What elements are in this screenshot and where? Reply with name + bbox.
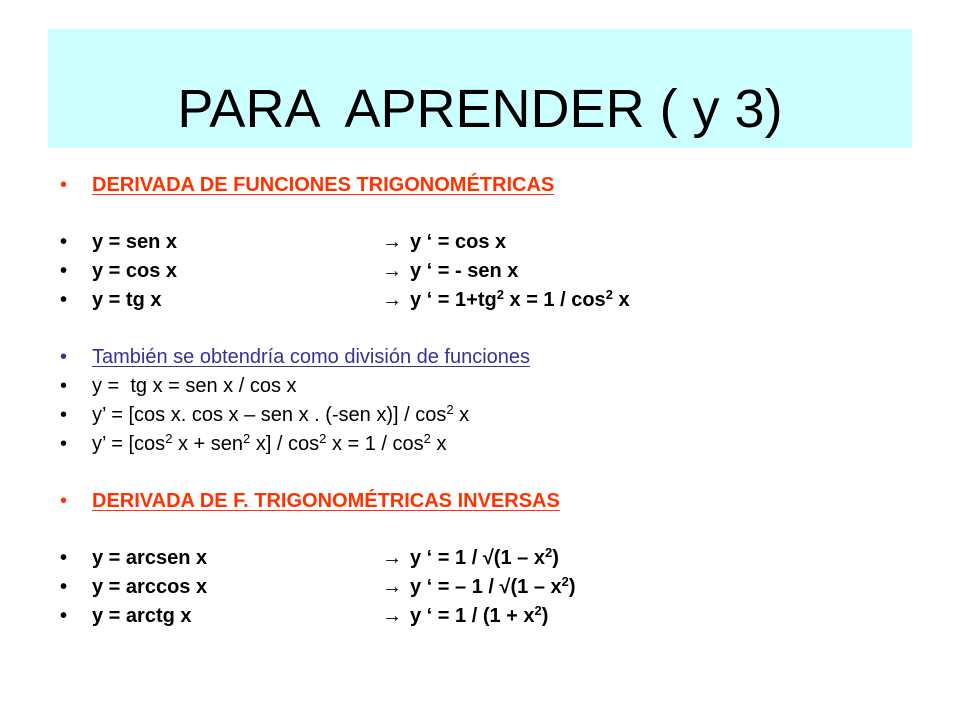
formula-rhs: → y ‘ = - sen x <box>382 256 518 286</box>
formula-text: y’ = [cos x. cos x – sen x . (-sen $x)] / \cos^2 x$ <box>92 402 470 426</box>
formula-lhs: y = cos x <box>92 260 178 282</box>
heading-text: También se obtendría como división de funciones <box>92 346 531 368</box>
section-heading-inverse-trig <box>60 486 560 516</box>
quotient-row-1 <box>60 371 297 401</box>
formula-rhs: → y ‘ = $1 / √(1 - x^2)$ <box>382 543 559 573</box>
bullet: • <box>60 576 68 598</box>
formula-lhs: y = sen x <box>92 231 178 253</box>
arrow-right-icon: → <box>382 576 402 598</box>
bullet: • <box>60 490 68 512</box>
formula-row-tan <box>60 285 630 315</box>
bullet: • <box>60 260 68 282</box>
bullet: • <box>60 174 68 196</box>
slide-title: PARA APRENDER ( y 3) <box>177 79 783 139</box>
arrow-right-icon: → <box>382 605 402 627</box>
formula-rhs: → y ‘ = cos x <box>382 227 506 257</box>
formula-lhs: y = arctg x <box>92 605 192 627</box>
arrow-right-icon: → <box>382 547 402 569</box>
bullet: • <box>60 605 68 627</box>
formula-rhs: → y ‘ = $1 / (1 + x^2)$ <box>382 601 548 631</box>
heading-text: DERIVADA DE F. TRIGONOMÉTRICAS INVERSAS <box>92 490 560 512</box>
formula-rhs: → y ‘ = – $1 / √(1 - x^2)$ <box>382 572 576 602</box>
formula-row-arcsin <box>60 543 559 573</box>
section-heading-quotient <box>60 342 531 372</box>
formula-row-cos <box>60 256 519 286</box>
formula-text: y = tg x = sen x / cos x <box>92 375 297 397</box>
formula-rhs: → y ‘ = $1+tg^2$ $x = 1 / \cos^2 x$ <box>382 285 630 315</box>
bullet: • <box>60 375 68 397</box>
formula-lhs: y = arccos x <box>92 576 208 598</box>
formula-lhs: y = arcsen x <box>92 547 208 569</box>
formula-row-arccos <box>60 572 576 602</box>
bullet: • <box>60 547 68 569</box>
formula-text: y’ = [$\cos^2$ x + sen$^2$ $x] / \cos^2 x = 1 / \cos^2 x$ <box>92 431 447 455</box>
bullet: • <box>60 289 68 311</box>
arrow-right-icon: → <box>382 260 402 282</box>
formula-lhs: y = tg x <box>92 289 162 311</box>
heading-text: DERIVADA DE FUNCIONES TRIGONOMÉTRICAS <box>92 174 555 196</box>
bullet: • <box>60 404 68 426</box>
bullet: • <box>60 231 68 253</box>
formula-row-arctan <box>60 601 549 631</box>
title-band <box>48 29 912 148</box>
bullet: • <box>60 433 68 455</box>
section-heading-trig-derivatives <box>60 170 555 200</box>
arrow-right-icon: → <box>382 231 402 253</box>
arrow-right-icon: → <box>382 289 402 311</box>
bullet: • <box>60 346 68 368</box>
formula-row-sin <box>60 227 507 257</box>
quotient-row-2 <box>60 400 470 430</box>
quotient-row-3 <box>60 429 447 459</box>
